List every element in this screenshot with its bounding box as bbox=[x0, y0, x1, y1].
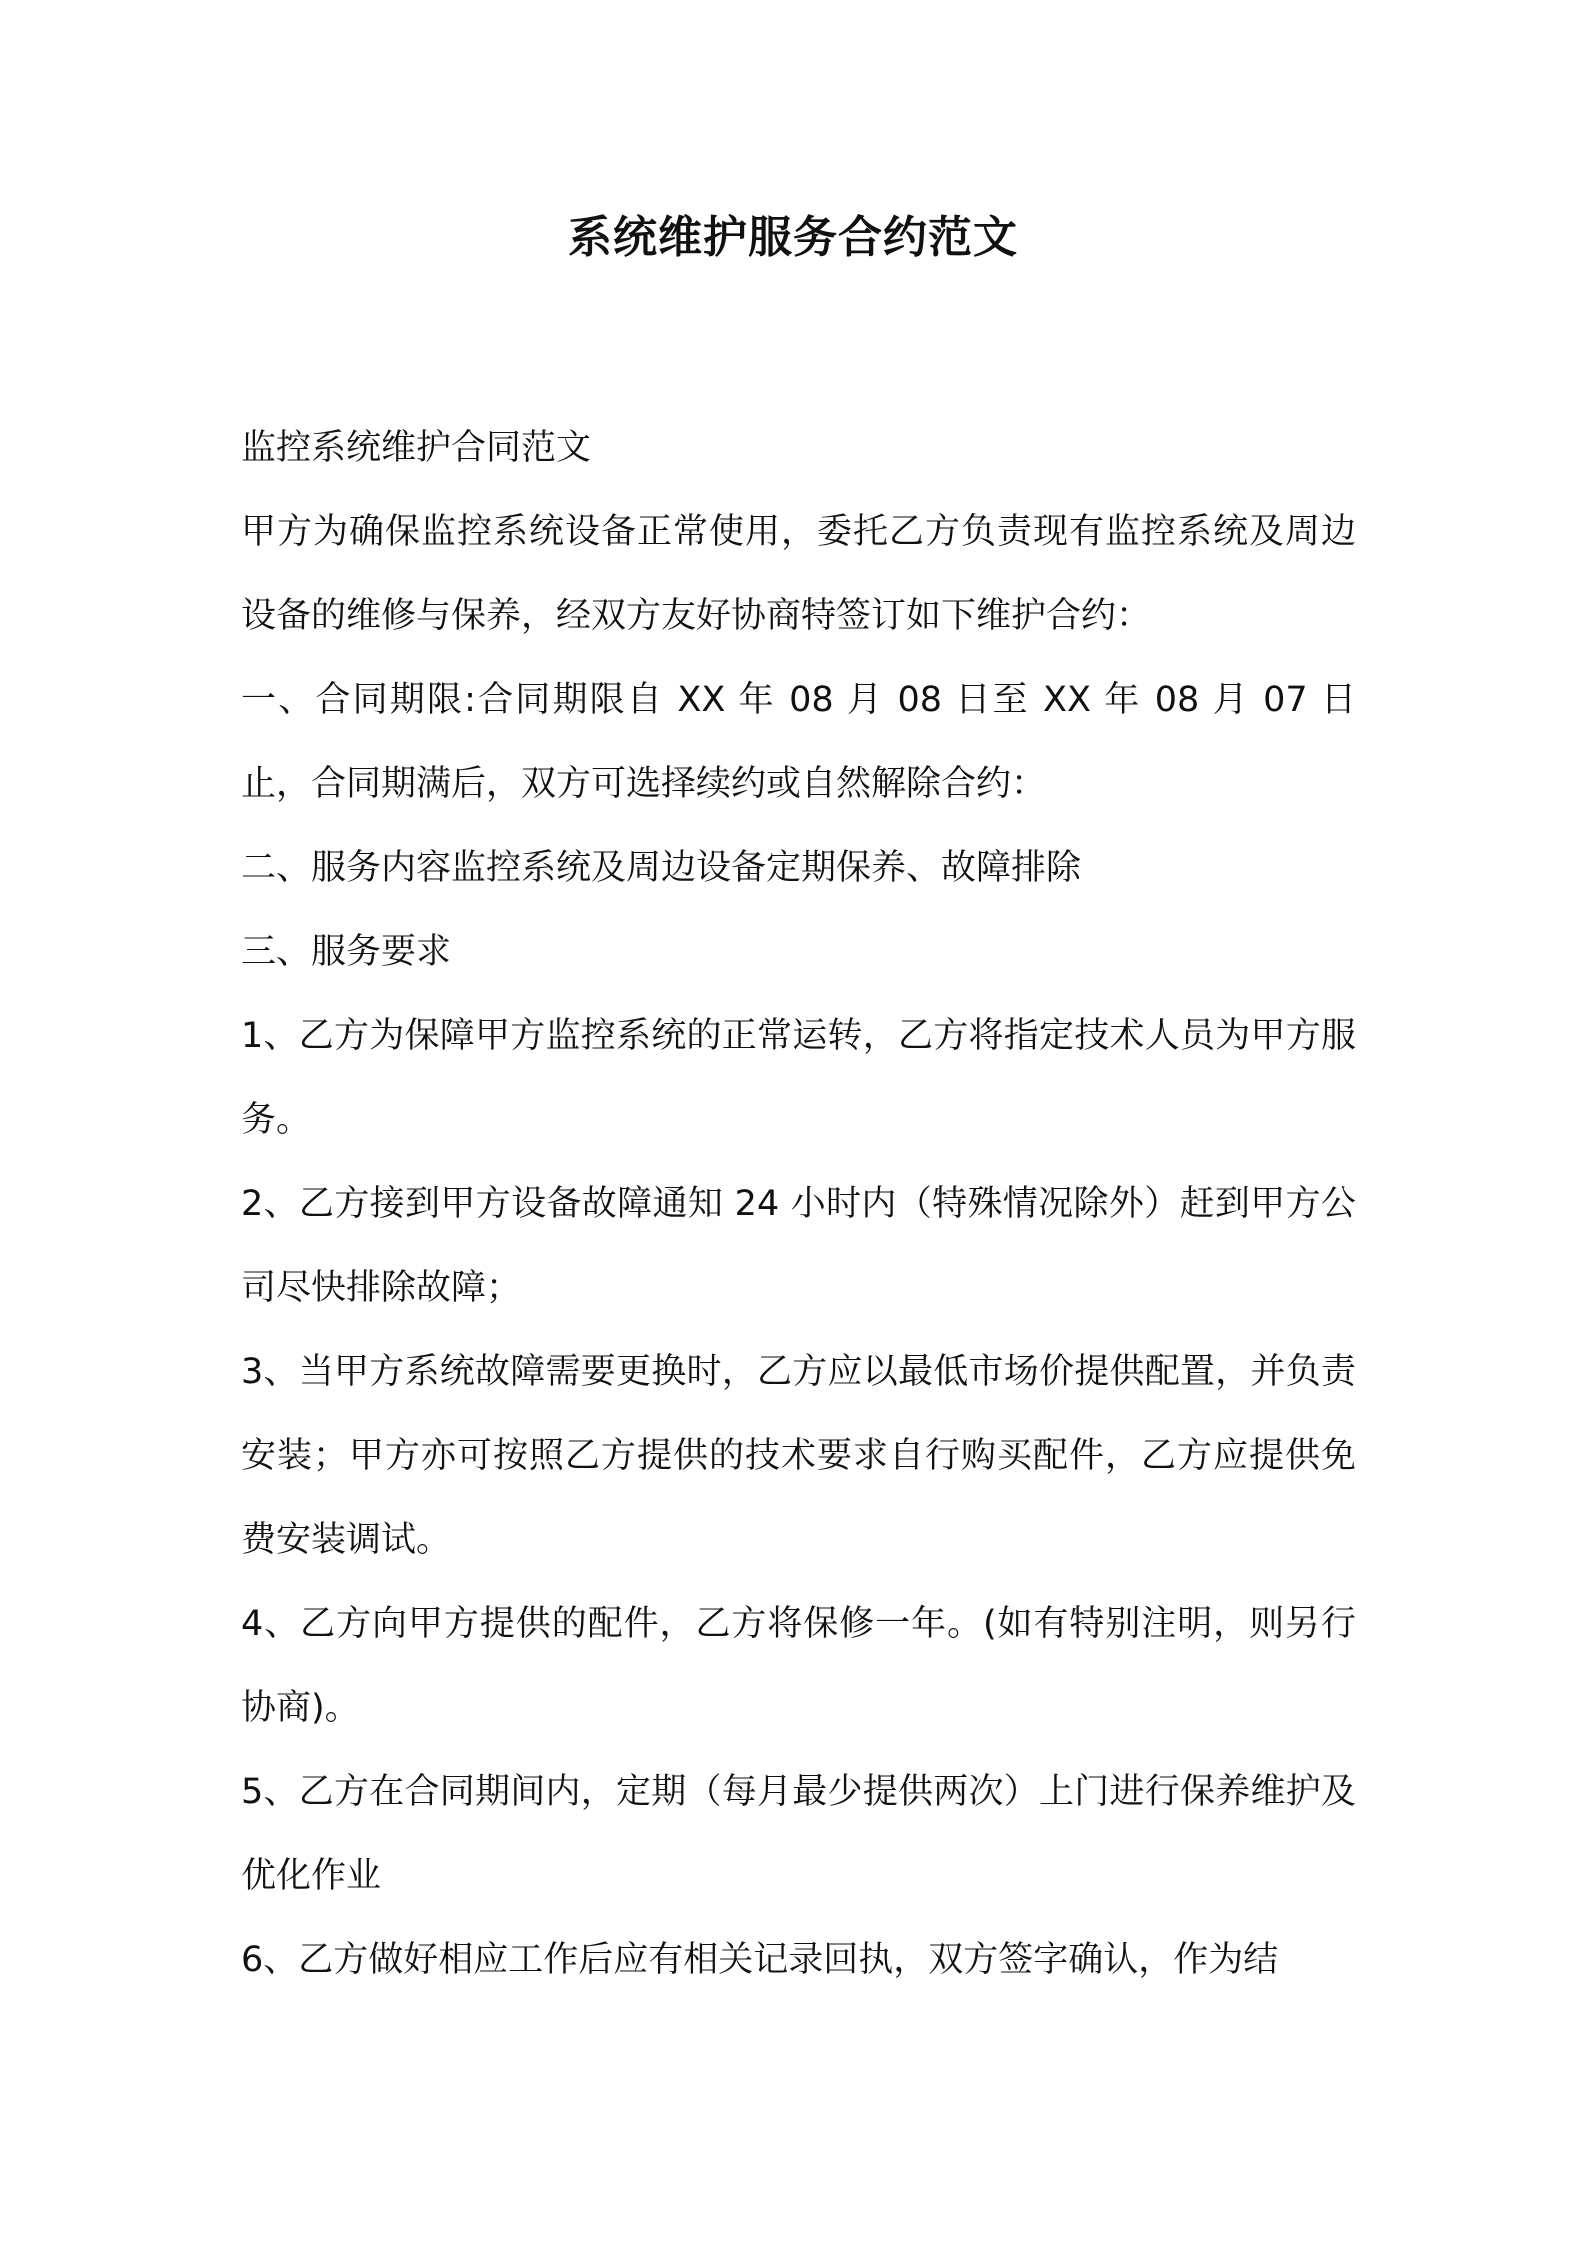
document-body bbox=[241, 406, 1356, 2002]
clause-contract-term: 一、合同期限:合同期限自 XX 年 08 月 08 日至 XX 年 08 月 07 日止，合同期满后，双方可选择续约或自然解除合约： bbox=[241, 680, 1356, 804]
requirement-item-1: 1、乙方为保障甲方监控系统的正常运转，乙方将指定技术人员为甲方服务。 bbox=[241, 1016, 1356, 1140]
requirement-item-3: 3、当甲方系统故障需要更换时，乙方应以最低市场价提供配置，并负责安装；甲方亦可按照乙方提供的技术要求自行购买配件，乙方应提供免费安装调试。 bbox=[241, 1352, 1356, 1560]
requirement-item-5: 5、乙方在合同期间内，定期（每月最少提供两次）上门进行保养维护及优化作业 bbox=[241, 1772, 1356, 1896]
requirement-item-2: 2、乙方接到甲方设备故障通知 24 小时内（特殊情况除外）赶到甲方公司尽快排除故障； bbox=[241, 1184, 1356, 1308]
requirement-item-4: 4、乙方向甲方提供的配件，乙方将保修一年。(如有特别注明，则另行协商)。 bbox=[241, 1604, 1356, 1728]
section-heading: 监控系统维护合同范文 bbox=[241, 428, 592, 468]
clause-service-content: 二、服务内容监控系统及周边设备定期保养、故障排除 bbox=[241, 848, 1082, 888]
intro-paragraph: 甲方为确保监控系统设备正常使用，委托乙方负责现有监控系统及周边设备的维修与保养，经双方友好协商特签订如下维护合约： bbox=[241, 512, 1356, 636]
clause-service-requirements: 三、服务要求 bbox=[241, 932, 452, 972]
document-title: 系统维护服务合约范文 bbox=[568, 212, 1018, 263]
requirement-item-6: 6、乙方做好相应工作后应有相关记录回执，双方签字确认，作为结 bbox=[241, 1940, 1279, 1980]
